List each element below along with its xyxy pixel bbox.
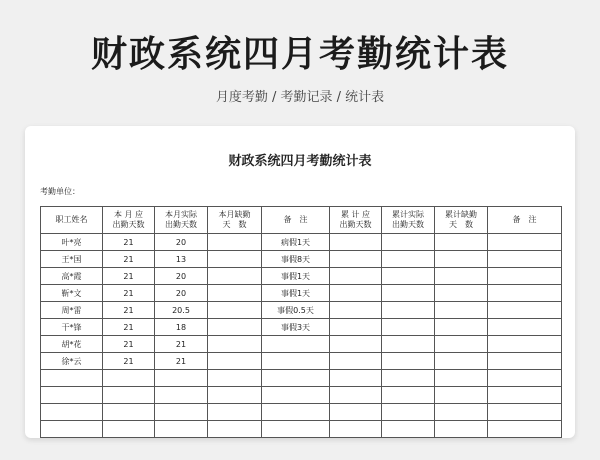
table-row bbox=[41, 387, 562, 404]
table-cell bbox=[330, 234, 382, 251]
table-row bbox=[41, 438, 562, 439]
table-cell bbox=[435, 268, 488, 285]
table-cell: 干*锋 bbox=[41, 319, 103, 336]
table-cell: 21 bbox=[103, 319, 155, 336]
table-cell bbox=[435, 370, 488, 387]
table-cell bbox=[435, 319, 488, 336]
table-cell bbox=[208, 438, 262, 439]
table-cell bbox=[208, 404, 262, 421]
column-header-line: 职工姓名 bbox=[55, 215, 88, 224]
table-cell bbox=[382, 319, 435, 336]
table-cell: 病假1天 bbox=[262, 234, 330, 251]
column-header-line: 本 月 应 bbox=[113, 210, 144, 219]
table-cell bbox=[208, 387, 262, 404]
table-cell bbox=[155, 404, 208, 421]
table-cell bbox=[41, 404, 103, 421]
table-cell: 20 bbox=[155, 285, 208, 302]
table-cell bbox=[488, 370, 562, 387]
table-cell: 周*雷 bbox=[41, 302, 103, 319]
table-cell bbox=[208, 251, 262, 268]
table-cell bbox=[435, 302, 488, 319]
table-cell bbox=[330, 251, 382, 268]
table-cell: 高*霞 bbox=[41, 268, 103, 285]
table-cell bbox=[103, 438, 155, 439]
table-cell bbox=[262, 370, 330, 387]
column-header-line: 本月缺勤 bbox=[218, 210, 251, 219]
table-cell bbox=[382, 370, 435, 387]
sheet-title: 财政系统四月考勤统计表 bbox=[228, 154, 372, 169]
table-cell: 21 bbox=[103, 268, 155, 285]
table-cell bbox=[155, 438, 208, 439]
table-cell bbox=[488, 336, 562, 353]
table-cell bbox=[435, 438, 488, 439]
table-cell bbox=[435, 353, 488, 370]
table-cell: 事假8天 bbox=[262, 251, 330, 268]
table-cell bbox=[330, 438, 382, 439]
table-cell: 20 bbox=[155, 268, 208, 285]
column-header-line: 累计缺勤 bbox=[445, 210, 477, 219]
table-cell: 事假0.5天 bbox=[262, 302, 330, 319]
table-cell bbox=[330, 370, 382, 387]
column-header bbox=[155, 207, 208, 234]
table-cell bbox=[330, 387, 382, 404]
table-cell bbox=[488, 268, 562, 285]
table-cell bbox=[262, 421, 330, 438]
table-cell bbox=[262, 336, 330, 353]
table-cell bbox=[208, 302, 262, 319]
table-cell: 胡*花 bbox=[41, 336, 103, 353]
table-cell: 21 bbox=[103, 234, 155, 251]
table-cell bbox=[41, 370, 103, 387]
table-cell bbox=[208, 421, 262, 438]
table-cell bbox=[435, 234, 488, 251]
table-cell bbox=[435, 387, 488, 404]
table-cell: 13 bbox=[155, 251, 208, 268]
column-header bbox=[103, 207, 155, 234]
document-card bbox=[25, 126, 575, 438]
table-cell bbox=[103, 421, 155, 438]
table-header-row bbox=[41, 207, 562, 234]
table-row bbox=[41, 319, 562, 336]
table-cell: 事假1天 bbox=[262, 268, 330, 285]
table-cell bbox=[382, 234, 435, 251]
table-row bbox=[41, 234, 562, 251]
table-cell bbox=[488, 234, 562, 251]
column-header bbox=[41, 207, 103, 234]
table-cell bbox=[435, 404, 488, 421]
column-header bbox=[262, 207, 330, 234]
table-cell bbox=[155, 370, 208, 387]
column-header bbox=[488, 207, 562, 234]
table-cell bbox=[382, 251, 435, 268]
table-cell bbox=[435, 285, 488, 302]
column-header bbox=[330, 207, 382, 234]
page-title: 财政系统四月考勤统计表 bbox=[90, 34, 509, 75]
table-cell bbox=[382, 421, 435, 438]
table-cell: 21 bbox=[155, 353, 208, 370]
dept-label: 考勤单位： bbox=[40, 187, 80, 196]
table-cell bbox=[208, 268, 262, 285]
table-cell bbox=[103, 387, 155, 404]
table-cell bbox=[435, 421, 488, 438]
attendance-table bbox=[40, 206, 562, 438]
table-cell bbox=[41, 387, 103, 404]
table-cell bbox=[330, 285, 382, 302]
table-cell: 叶*亮 bbox=[41, 234, 103, 251]
table-cell: 徐*云 bbox=[41, 353, 103, 370]
column-header-line: 备 注 bbox=[283, 215, 308, 224]
table-cell bbox=[488, 404, 562, 421]
table-cell bbox=[330, 353, 382, 370]
table-cell bbox=[330, 268, 382, 285]
table-cell bbox=[330, 404, 382, 421]
table-cell bbox=[382, 268, 435, 285]
table-row bbox=[41, 353, 562, 370]
table-row bbox=[41, 336, 562, 353]
table-cell bbox=[330, 302, 382, 319]
table-cell bbox=[435, 251, 488, 268]
table-row bbox=[41, 251, 562, 268]
table-row bbox=[41, 421, 562, 438]
table-cell bbox=[330, 336, 382, 353]
table-cell bbox=[155, 387, 208, 404]
table-cell bbox=[488, 285, 562, 302]
column-header-line: 天 数 bbox=[449, 220, 473, 229]
table-cell bbox=[262, 387, 330, 404]
table-cell bbox=[488, 251, 562, 268]
table-row bbox=[41, 370, 562, 387]
table-row bbox=[41, 268, 562, 285]
table-cell bbox=[208, 285, 262, 302]
table-cell bbox=[382, 302, 435, 319]
table-cell bbox=[262, 353, 330, 370]
table-cell bbox=[103, 370, 155, 387]
table-cell bbox=[330, 421, 382, 438]
table-cell: 20 bbox=[155, 234, 208, 251]
table-cell bbox=[208, 370, 262, 387]
table-cell bbox=[382, 438, 435, 439]
table-cell bbox=[208, 353, 262, 370]
table-cell bbox=[382, 404, 435, 421]
table-cell bbox=[208, 319, 262, 336]
table-cell bbox=[488, 421, 562, 438]
column-header-line: 出勤天数 bbox=[339, 220, 372, 229]
table-cell: 18 bbox=[155, 319, 208, 336]
table-cell bbox=[155, 421, 208, 438]
table-cell bbox=[488, 387, 562, 404]
table-row bbox=[41, 285, 562, 302]
table-cell bbox=[208, 234, 262, 251]
table-cell: 事假1天 bbox=[262, 285, 330, 302]
table-cell: 靳*文 bbox=[41, 285, 103, 302]
table-cell: 20.5 bbox=[155, 302, 208, 319]
table-cell bbox=[382, 387, 435, 404]
column-header-line: 出勤天数 bbox=[112, 220, 145, 229]
column-header-line: 出勤天数 bbox=[392, 220, 424, 229]
table-cell: 21 bbox=[103, 285, 155, 302]
table-cell bbox=[103, 404, 155, 421]
table-cell bbox=[208, 336, 262, 353]
table-cell bbox=[488, 302, 562, 319]
table-cell: 21 bbox=[103, 251, 155, 268]
column-header bbox=[435, 207, 488, 234]
column-header-line: 本月实际 bbox=[165, 210, 197, 219]
breadcrumb: 月度考勤 / 考勤记录 / 统计表 bbox=[215, 90, 385, 105]
column-header-line: 出勤天数 bbox=[165, 220, 197, 229]
column-header-line: 累 计 应 bbox=[340, 210, 371, 219]
table-cell bbox=[330, 319, 382, 336]
column-header bbox=[382, 207, 435, 234]
column-header-line: 累计实际 bbox=[392, 210, 424, 219]
table-cell bbox=[262, 404, 330, 421]
column-header-line: 备 注 bbox=[512, 215, 537, 224]
table-cell bbox=[41, 438, 103, 439]
column-header bbox=[208, 207, 262, 234]
table-cell bbox=[382, 353, 435, 370]
table-cell: 21 bbox=[103, 336, 155, 353]
table-cell: 21 bbox=[103, 353, 155, 370]
table-cell bbox=[262, 438, 330, 439]
table-cell bbox=[41, 421, 103, 438]
table-cell: 王*国 bbox=[41, 251, 103, 268]
table-cell bbox=[382, 285, 435, 302]
table-cell: 21 bbox=[155, 336, 208, 353]
table-row bbox=[41, 404, 562, 421]
table-cell bbox=[488, 353, 562, 370]
table-cell: 21 bbox=[103, 302, 155, 319]
table-row bbox=[41, 302, 562, 319]
column-header-line: 天 数 bbox=[222, 220, 247, 229]
table-cell bbox=[488, 319, 562, 336]
table-cell bbox=[488, 438, 562, 439]
table-cell bbox=[382, 336, 435, 353]
table-cell bbox=[435, 336, 488, 353]
table-cell: 事假3天 bbox=[262, 319, 330, 336]
